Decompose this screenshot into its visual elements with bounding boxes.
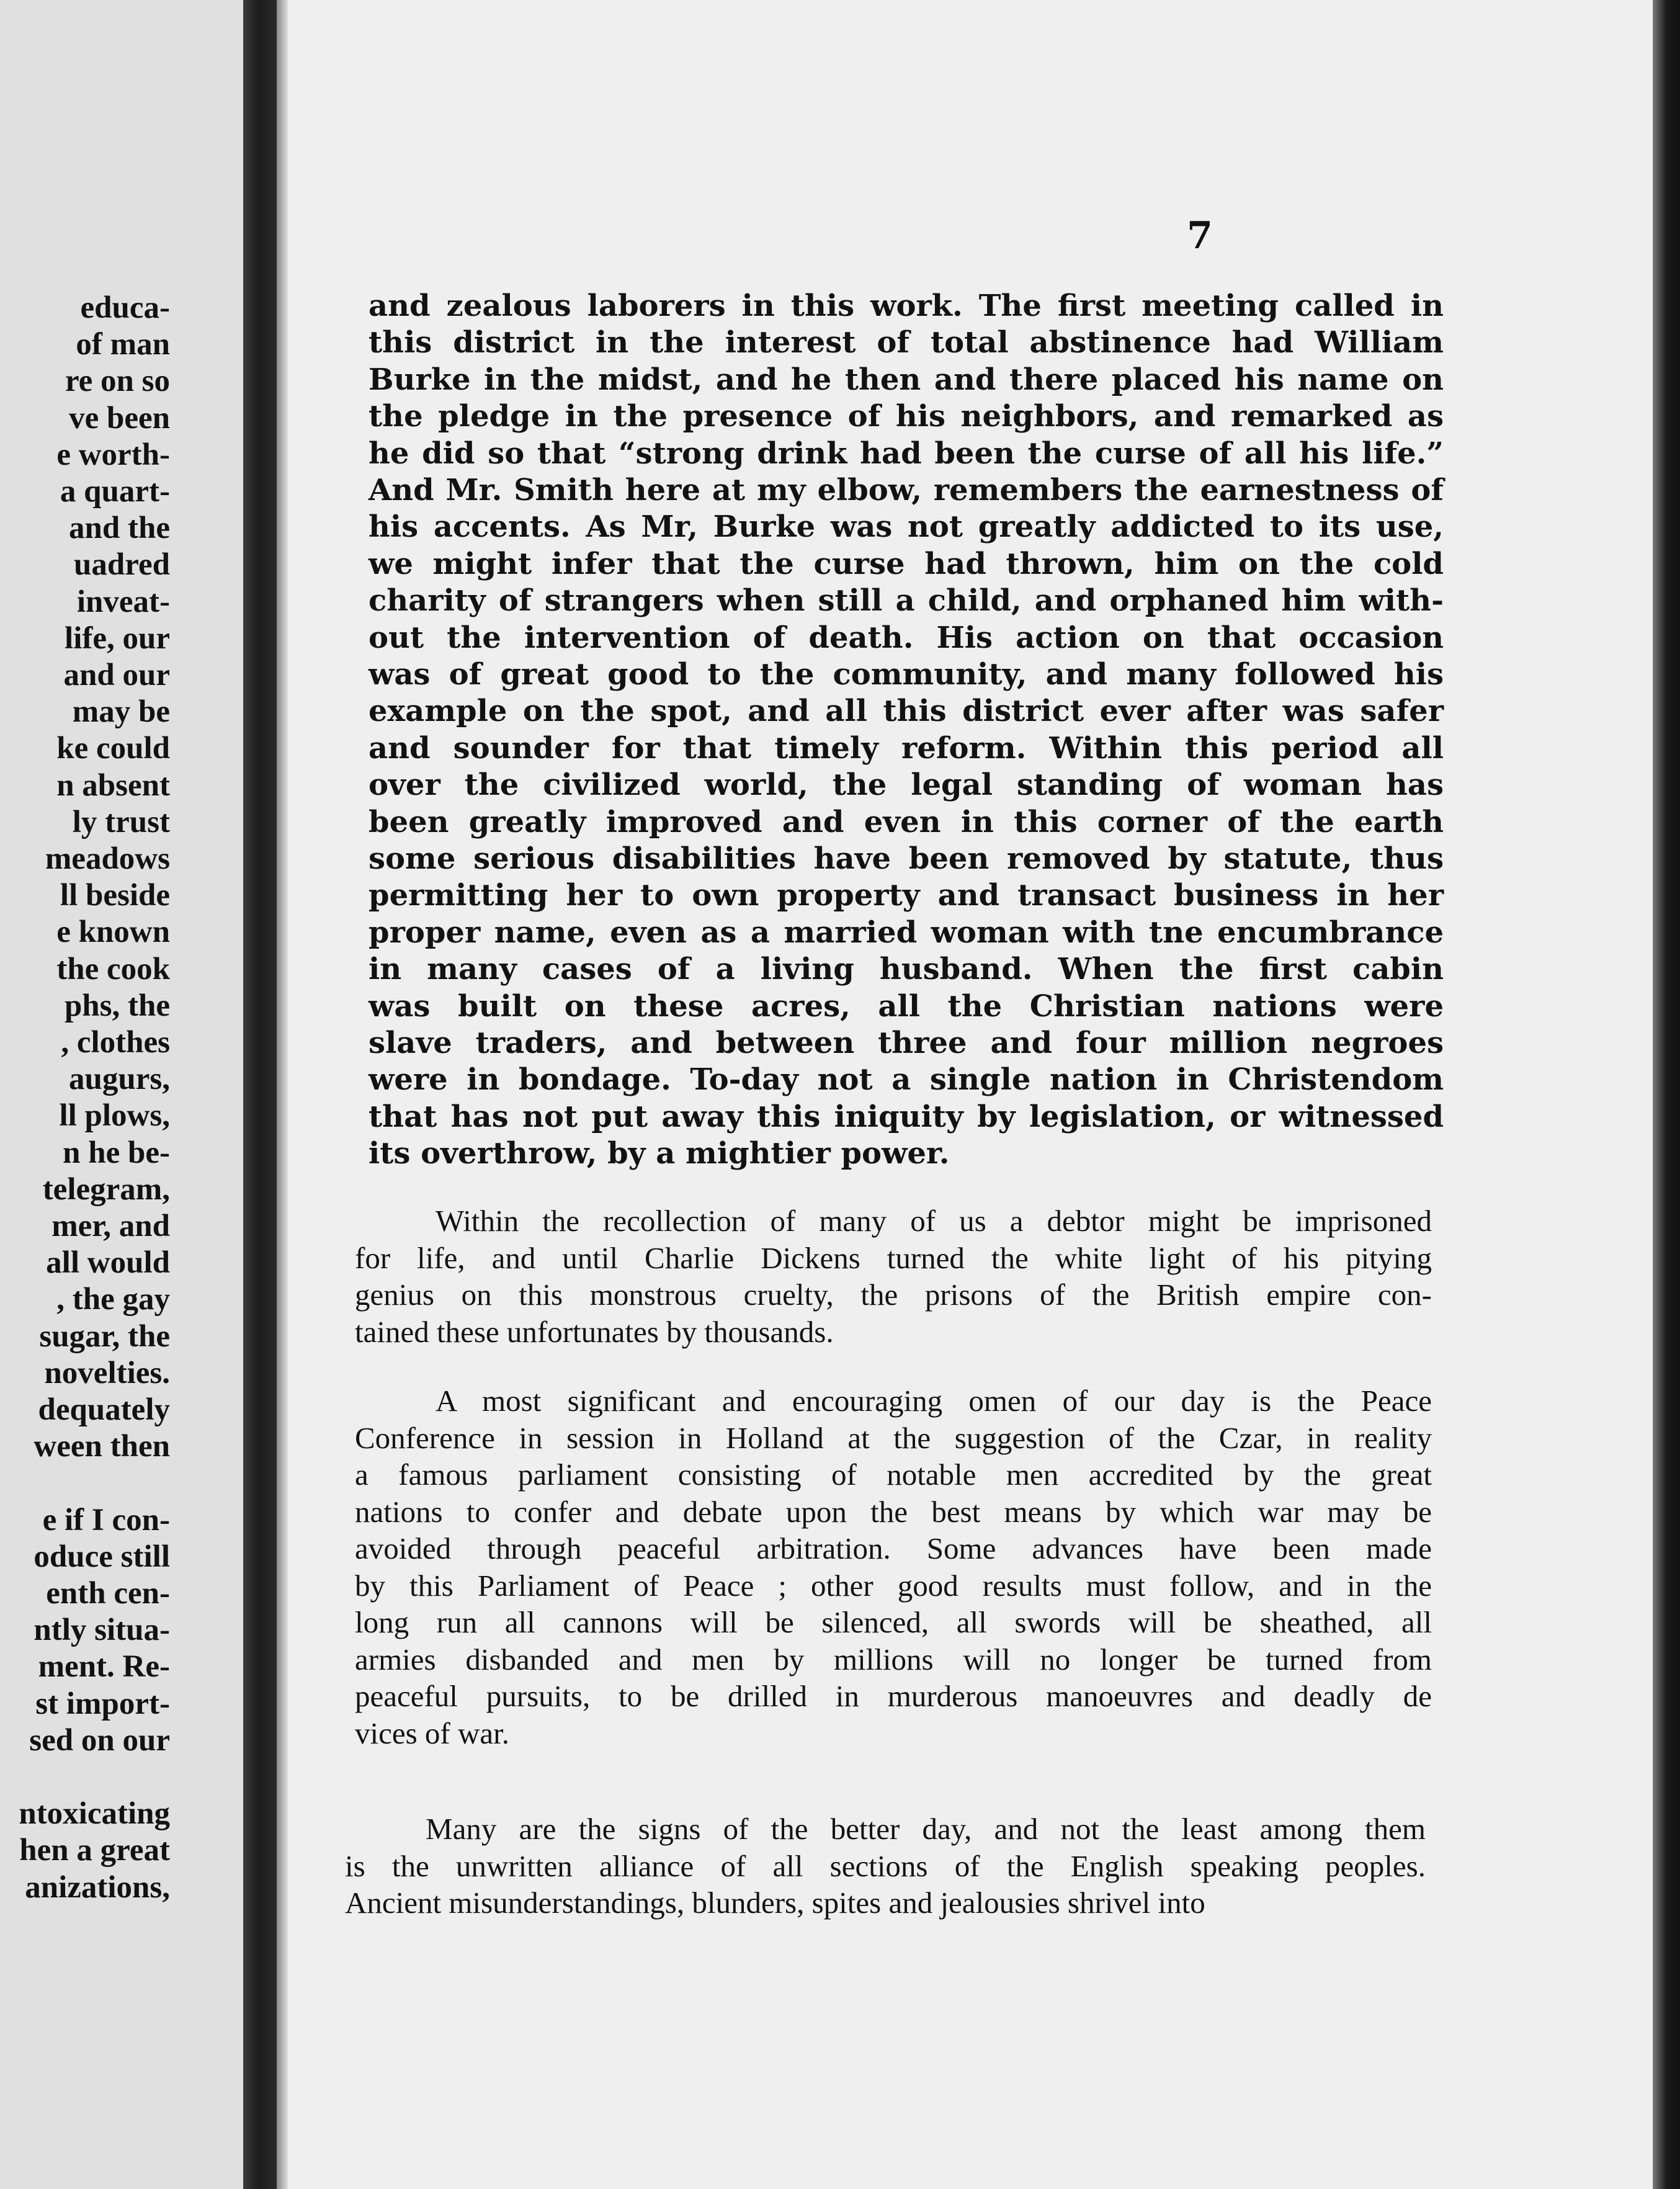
paragraph-1-line: proper name, even as a married woman with tne encumbrance [369, 915, 1444, 950]
paragraph-3-line: by this Parliament of Peace ; other good results must follow, and in the [355, 1568, 1432, 1603]
left-page-line: ll beside [60, 878, 170, 913]
left-page [0, 0, 243, 2189]
left-page-line: n absent [56, 768, 170, 803]
paragraph-1-line: in many cases of a living husband. When the first cabin [369, 952, 1444, 987]
left-page-line: may be [72, 694, 170, 730]
left-page-line: ment. Re- [38, 1649, 170, 1685]
paragraph-1-line: slave traders, and between three and four million negroes [369, 1026, 1444, 1060]
paragraph-4-line: is the unwritten alliance of all sections of the English speaking peoples. [345, 1848, 1426, 1883]
paragraph-2-line: for life, and until Charlie Dickens turned the white light of his pitying [355, 1240, 1432, 1275]
paragraph-1-line: Burke in the midst, and he then and there placed his name on [369, 362, 1444, 397]
paragraph-1-line: and zealous laborers in this work. The first meeting called in [369, 289, 1444, 323]
paragraph-1-line: his accents. As Mr, Burke was not greatly addicted to its use, [369, 509, 1444, 545]
left-page-line: e worth- [56, 437, 170, 472]
paragraph-3-line: avoided through peaceful arbitration. Some advances have been made [355, 1531, 1432, 1565]
paragraph-1-line: out the intervention of death. His action on that occasion [369, 620, 1444, 655]
paragraph-1-line: we might infer that the curse had thrown, him on the cold [369, 546, 1444, 581]
left-page-line: inveat- [76, 584, 170, 619]
left-page-line: telegram, [42, 1171, 170, 1207]
left-page-line: e known [56, 915, 170, 950]
left-page-line: re on so [65, 364, 170, 399]
left-page-line: ke could [56, 731, 170, 766]
left-page-line: , clothes [61, 1025, 170, 1060]
paragraph-3-line: nations to confer and debate upon the best means by which war may be [355, 1494, 1432, 1529]
left-page-line: st import- [35, 1686, 170, 1721]
left-page-line: , the gay [56, 1282, 170, 1317]
paragraph-1-line: its overthrow, by a mightier power. [369, 1136, 950, 1171]
paragraph-3-line: armies disbanded and men by millions will no longer be turned from [355, 1642, 1432, 1676]
paragraph-3-line: Conference in session in Holland at the suggestion of the Czar, in reality [355, 1420, 1432, 1455]
paragraph-3-line: a famous parliament consisting of notable men accredited by the great [355, 1457, 1432, 1492]
left-page-line: dequately [38, 1392, 170, 1427]
paragraph-4-line: Ancient misunderstandings, blunders, spites and jealousies shrivel into [345, 1886, 1205, 1920]
left-page-line: n he be- [63, 1135, 170, 1170]
gutter-shadow [277, 0, 288, 2189]
left-page-line: and our [63, 658, 170, 692]
paragraph-1-line: been greatly improved and even in this corner of the earth [369, 804, 1444, 839]
left-page-line: ve been [69, 400, 170, 436]
paragraph-1-line: some serious disabilities have been removed by statute, thus [369, 841, 1444, 876]
left-page-line: a quart- [60, 474, 170, 509]
paragraph-1-line: over the civilized world, the legal standing of woman has [369, 768, 1444, 803]
left-page-line: oduce still [34, 1539, 170, 1574]
left-page-line: ween then [34, 1429, 170, 1464]
paragraph-1-line: the pledge in the presence of his neighbors, and remarked as [369, 399, 1444, 434]
left-page-line: e if I con- [42, 1502, 170, 1538]
left-page-line: uadred [74, 547, 170, 583]
left-page-line: phs, the [64, 988, 170, 1023]
paragraph-1-line: that has not put away this iniquity by legislation, or witnessed [369, 1099, 1444, 1134]
left-page-line: and the [69, 511, 170, 546]
paragraph-1-line: and sounder for that timely reform. Within this period all [369, 730, 1444, 766]
paragraph-1-line: was of great good to the community, and many followed his [369, 657, 1444, 692]
paragraph-3-line: long run all cannons will be silenced, all swords will be sheathed, all [355, 1605, 1432, 1639]
left-page-line: hen a great [19, 1833, 170, 1868]
paragraph-1-line: example on the spot, and all this district ever after was safer [369, 694, 1444, 729]
left-page-line: sugar, the [39, 1318, 170, 1354]
left-page-line: ntoxicating [19, 1796, 170, 1832]
left-page-line: meadows [45, 841, 170, 876]
left-page-line: ll plows, [59, 1098, 170, 1134]
left-page-line: mer, and [51, 1209, 170, 1243]
left-page-line: the cook [56, 951, 170, 987]
paragraph-3-line: vices of war. [355, 1716, 509, 1750]
left-page-line: ly trust [72, 804, 170, 839]
left-page-line: augurs, [69, 1062, 170, 1097]
left-page-line: life, our [65, 620, 170, 656]
paragraph-1-line: he did so that “strong drink had been the curse of all his life.” [369, 436, 1444, 471]
left-page-line: novelties. [44, 1355, 170, 1390]
left-page-line: all would [46, 1245, 170, 1281]
left-page-line: enth cen- [46, 1576, 170, 1611]
page-number: 7 [1187, 214, 1213, 257]
page-edge [1653, 0, 1680, 2189]
left-page-line: ntly situa- [34, 1613, 170, 1648]
left-page-line: anizations, [25, 1869, 170, 1905]
paragraph-3-line: A most significant and encouraging omen of our day is the Peace [436, 1384, 1432, 1418]
paragraph-1-line: charity of strangers when still a child, and orphaned him with- [369, 583, 1444, 619]
paragraph-1-line: this district in the interest of total abstinence had William [369, 325, 1444, 360]
left-page-line: sed on our [29, 1722, 170, 1758]
paragraph-2-line: genius on this monstrous cruelty, the prisons of the British empire con- [355, 1278, 1432, 1312]
paragraph-4-line: Many are the signs of the better day, and not the least among them [426, 1812, 1426, 1846]
left-page-line: of man [76, 327, 170, 362]
paragraph-2-line: Within the recollection of many of us a debtor might be imprisoned [436, 1204, 1432, 1238]
left-page-line: educa- [80, 290, 170, 325]
paragraph-3-line: peaceful pursuits, to be drilled in murderous manoeuvres and deadly de [355, 1679, 1432, 1713]
paragraph-1-line: permitting her to own property and transact business in her [369, 878, 1444, 913]
paragraph-1-line: were in bondage. To-day not a single nation in Christendom [369, 1062, 1444, 1098]
right-page [288, 0, 1653, 2189]
paragraph-1-line: was built on these acres, all the Christian nations were [369, 988, 1444, 1024]
book-gutter [243, 0, 277, 2189]
paragraph-2-line: tained these unfortunates by thousands. [355, 1314, 834, 1349]
paragraph-1-line: And Mr. Smith here at my elbow, remembers the earnestness of [369, 473, 1444, 508]
